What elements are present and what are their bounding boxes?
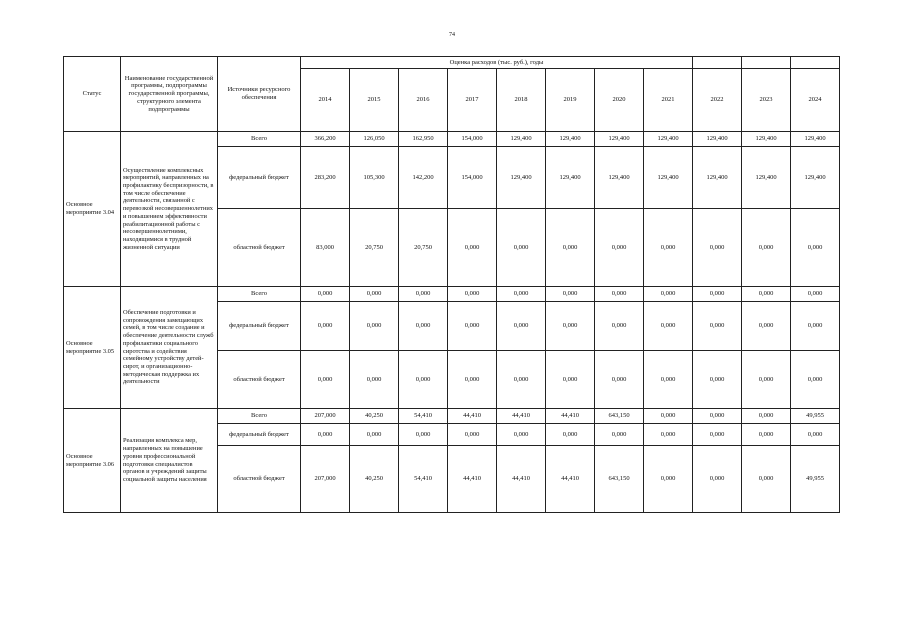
value-cell: 44,410 xyxy=(546,446,595,513)
value-cell: 154,000 xyxy=(448,147,497,209)
value-cell: 0,000 xyxy=(742,424,791,446)
header-blank-cell xyxy=(693,57,742,69)
page-number: 74 xyxy=(449,32,455,38)
value-cell: 54,410 xyxy=(399,409,448,424)
value-cell: 0,000 xyxy=(546,302,595,351)
year-header: 2016 xyxy=(399,69,448,132)
source-cell: федеральный бюджет xyxy=(218,302,301,351)
source-cell: областной бюджет xyxy=(218,351,301,409)
value-cell: 0,000 xyxy=(448,302,497,351)
value-cell: 0,000 xyxy=(448,351,497,409)
value-cell: 0,000 xyxy=(595,351,644,409)
value-cell: 0,000 xyxy=(497,351,546,409)
value-cell: 0,000 xyxy=(693,302,742,351)
source-cell: федеральный бюджет xyxy=(218,147,301,209)
value-cell: 154,000 xyxy=(448,132,497,147)
status-cell: Основное мероприятие 3.04 xyxy=(64,132,121,287)
value-cell: 0,000 xyxy=(497,302,546,351)
value-cell: 129,400 xyxy=(546,132,595,147)
source-cell: Всего xyxy=(218,287,301,302)
value-cell: 0,000 xyxy=(644,351,693,409)
year-header: 2023 xyxy=(742,69,791,132)
value-cell: 0,000 xyxy=(595,424,644,446)
value-cell: 0,000 xyxy=(693,351,742,409)
value-cell: 20,750 xyxy=(399,209,448,287)
value-cell: 0,000 xyxy=(497,209,546,287)
value-cell: 129,400 xyxy=(791,132,840,147)
value-cell: 0,000 xyxy=(546,424,595,446)
value-cell: 0,000 xyxy=(301,351,350,409)
value-cell: 0,000 xyxy=(350,351,399,409)
year-header: 2021 xyxy=(644,69,693,132)
year-header: 2019 xyxy=(546,69,595,132)
year-header: 2014 xyxy=(301,69,350,132)
value-cell: 44,410 xyxy=(497,409,546,424)
value-cell: 0,000 xyxy=(350,424,399,446)
value-cell: 44,410 xyxy=(546,409,595,424)
value-cell: 0,000 xyxy=(497,424,546,446)
source-cell: Всего xyxy=(218,409,301,424)
value-cell: 0,000 xyxy=(742,409,791,424)
value-cell: 129,400 xyxy=(546,147,595,209)
value-cell: 0,000 xyxy=(399,287,448,302)
value-cell: 162,950 xyxy=(399,132,448,147)
value-cell: 0,000 xyxy=(595,209,644,287)
value-cell: 366,200 xyxy=(301,132,350,147)
value-cell: 0,000 xyxy=(546,287,595,302)
value-cell: 129,400 xyxy=(644,147,693,209)
value-cell: 207,000 xyxy=(301,409,350,424)
header-sources: Источники ресурсного обеспечения xyxy=(218,57,301,132)
value-cell: 0,000 xyxy=(693,287,742,302)
value-cell: 0,000 xyxy=(742,351,791,409)
value-cell: 54,410 xyxy=(399,446,448,513)
year-header: 2015 xyxy=(350,69,399,132)
value-cell: 126,050 xyxy=(350,132,399,147)
value-cell: 0,000 xyxy=(644,209,693,287)
value-cell: 44,410 xyxy=(497,446,546,513)
value-cell: 40,250 xyxy=(350,446,399,513)
value-cell: 0,000 xyxy=(350,302,399,351)
header-status: Статус xyxy=(64,57,121,132)
header-estimate: Оценка расходов (тыс. руб.), годы xyxy=(301,57,693,69)
header-blank-cell xyxy=(791,57,840,69)
value-cell: 44,410 xyxy=(448,409,497,424)
value-cell: 0,000 xyxy=(595,302,644,351)
value-cell: 0,000 xyxy=(399,351,448,409)
year-header: 2018 xyxy=(497,69,546,132)
value-cell: 20,750 xyxy=(350,209,399,287)
value-cell: 0,000 xyxy=(644,287,693,302)
value-cell: 0,000 xyxy=(448,287,497,302)
measure-name-cell: Обеспечение подготовки и сопровождения замещающих семей, в том числе создание и обеспечение деятельности служб профилактики социального сиротства и содействия семейному устройству детей-сирот, и организационно-методическая поддержка их деятельности xyxy=(121,287,218,409)
value-cell: 0,000 xyxy=(301,302,350,351)
value-cell: 44,410 xyxy=(448,446,497,513)
value-cell: 0,000 xyxy=(693,409,742,424)
value-cell: 129,400 xyxy=(595,132,644,147)
value-cell: 105,300 xyxy=(350,147,399,209)
value-cell: 0,000 xyxy=(742,446,791,513)
value-cell: 129,400 xyxy=(595,147,644,209)
value-cell: 0,000 xyxy=(546,351,595,409)
value-cell: 129,400 xyxy=(791,147,840,209)
value-cell: 49,955 xyxy=(791,409,840,424)
source-cell: федеральный бюджет xyxy=(218,424,301,446)
value-cell: 129,400 xyxy=(742,147,791,209)
value-cell: 0,000 xyxy=(644,302,693,351)
header-name: Наименование государственной программы, подпрограммы государственной программы, структурного элемента подпрограммы xyxy=(121,57,218,132)
value-cell: 0,000 xyxy=(693,446,742,513)
status-cell: Основное мероприятие 3.05 xyxy=(64,287,121,409)
value-cell: 0,000 xyxy=(497,287,546,302)
value-cell: 0,000 xyxy=(742,209,791,287)
year-header: 2017 xyxy=(448,69,497,132)
value-cell: 129,400 xyxy=(497,132,546,147)
value-cell: 0,000 xyxy=(301,287,350,302)
value-cell: 142,200 xyxy=(399,147,448,209)
value-cell: 40,250 xyxy=(350,409,399,424)
value-cell: 0,000 xyxy=(448,424,497,446)
source-cell: областной бюджет xyxy=(218,209,301,287)
value-cell: 0,000 xyxy=(791,287,840,302)
value-cell: 643,150 xyxy=(595,409,644,424)
value-cell: 129,400 xyxy=(693,132,742,147)
value-cell: 0,000 xyxy=(399,302,448,351)
year-header: 2022 xyxy=(693,69,742,132)
table-row xyxy=(64,409,840,424)
value-cell: 0,000 xyxy=(644,446,693,513)
value-cell: 129,400 xyxy=(497,147,546,209)
value-cell: 643,150 xyxy=(595,446,644,513)
value-cell: 129,400 xyxy=(742,132,791,147)
value-cell: 0,000 xyxy=(791,351,840,409)
value-cell: 0,000 xyxy=(742,302,791,351)
value-cell: 0,000 xyxy=(644,409,693,424)
value-cell: 0,000 xyxy=(791,209,840,287)
table-row xyxy=(64,287,840,302)
status-cell: Основное мероприятие 3.06 xyxy=(64,409,121,513)
value-cell: 0,000 xyxy=(546,209,595,287)
header-blank-cell xyxy=(742,57,791,69)
value-cell: 0,000 xyxy=(399,424,448,446)
value-cell: 0,000 xyxy=(693,424,742,446)
source-cell: областной бюджет xyxy=(218,446,301,513)
value-cell: 49,955 xyxy=(791,446,840,513)
measure-name-cell: Реализация комплекса мер, направленных на повышение уровня профессиональной подготовки специалистов органов и учреждений защиты социальной защиты населения xyxy=(121,409,218,513)
value-cell: 129,400 xyxy=(693,147,742,209)
source-cell: Всего xyxy=(218,132,301,147)
budget-table xyxy=(63,56,840,513)
value-cell: 0,000 xyxy=(693,209,742,287)
year-header: 2024 xyxy=(791,69,840,132)
value-cell: 83,000 xyxy=(301,209,350,287)
value-cell: 0,000 xyxy=(448,209,497,287)
value-cell: 207,000 xyxy=(301,446,350,513)
value-cell: 0,000 xyxy=(791,424,840,446)
value-cell: 0,000 xyxy=(644,424,693,446)
value-cell: 0,000 xyxy=(742,287,791,302)
value-cell: 0,000 xyxy=(791,302,840,351)
value-cell: 0,000 xyxy=(350,287,399,302)
year-header: 2020 xyxy=(595,69,644,132)
value-cell: 0,000 xyxy=(301,424,350,446)
value-cell: 0,000 xyxy=(595,287,644,302)
value-cell: 283,200 xyxy=(301,147,350,209)
measure-name-cell: Осуществление комплексных мероприятий, направленных на профилактику беспризорности, в том числе обеспечение деятельности, связанной с перевозкой несовершеннолетних и повышением эффективности реабилитационной работы с несовершеннолетними, находящимися в трудной жизненной ситуации xyxy=(121,132,218,287)
table-row xyxy=(64,132,840,147)
value-cell: 129,400 xyxy=(644,132,693,147)
